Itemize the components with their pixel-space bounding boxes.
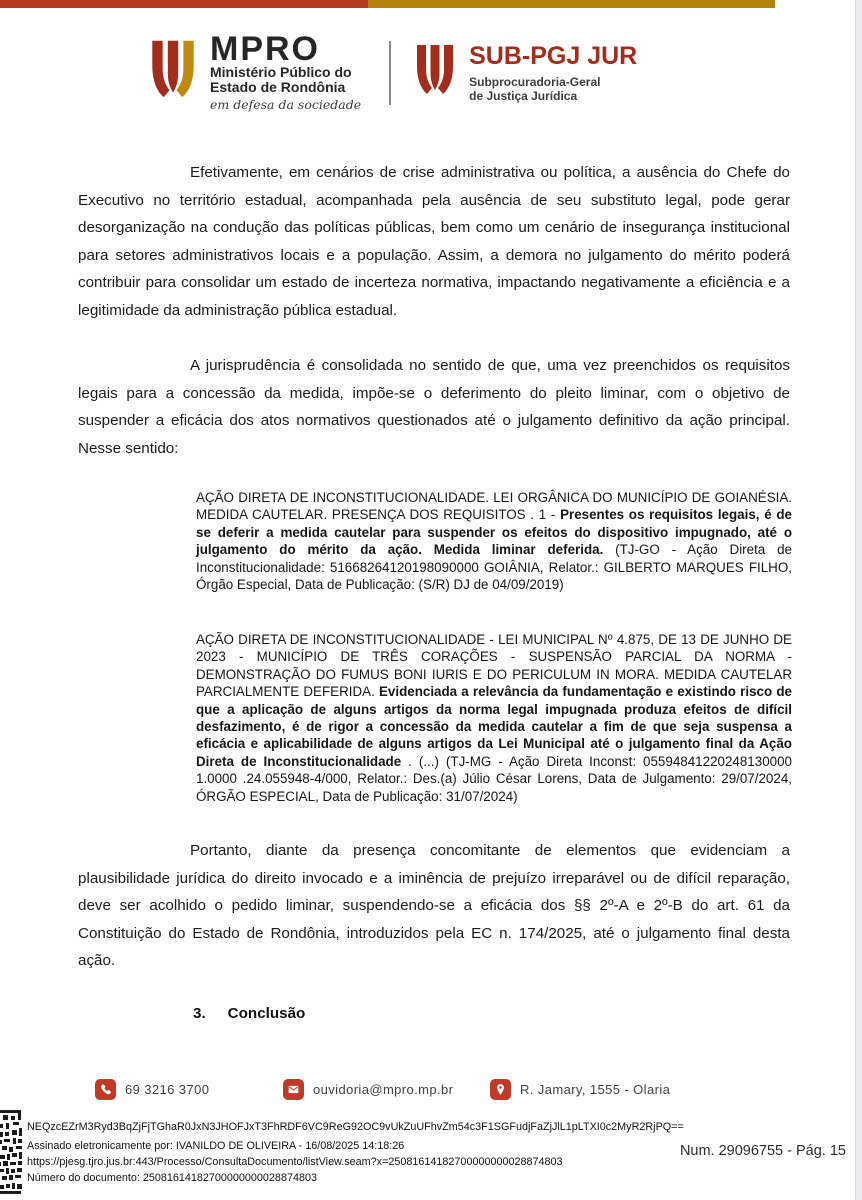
subpgj-shield-icon: [415, 44, 455, 102]
envelope-icon: [283, 1079, 304, 1100]
subpgj-acronym: SUB-PGJ JUR: [469, 41, 638, 70]
footer-address-label: R. Jamary, 1555 - Olaria: [520, 1082, 671, 1097]
subpgj-name-line2: de Justiça Jurídica: [469, 88, 578, 103]
qr-code: [0, 1108, 23, 1196]
footer-phone: [95, 1079, 209, 1100]
logo-divider: [389, 41, 391, 105]
paragraph-3: Portanto, diante da presença concomitante de elementos que evidenciam a plausibilidade jurídica do direito invocado e a iminência de prejuízo irreparável ou de difícil reparação, deve ser acolhido o pedido liminar, suspendendo-se a eficácia dos §§ 2º-A e 2º-B do art. 61 da Constituição do Estado de Rondônia, introduzidos pela EC n. 174/2025, até o julgamento final desta ação.: [78, 842, 790, 970]
footer-email: [283, 1079, 453, 1100]
mpro-tagline: em defesa da sociedade: [210, 97, 362, 112]
footer-address: [490, 1079, 670, 1100]
mpro-logo-text: [210, 30, 362, 112]
top-bar-red-segment: [0, 0, 368, 8]
section-heading: [193, 1005, 305, 1022]
window-right-edge: [855, 0, 862, 1200]
signature-hash: NEQzcEZrM3Ryd3BqZjFjTGhaR0JxN3JHOFJxT3FhRDF6VC9ReG92OC9vUkZuUFhvZm54c3F1SGFudjFaZjJlL1pLTXI0c2MyR2RjPQ==: [27, 1121, 684, 1133]
subpgj-logo: [415, 43, 637, 103]
signed-by-line: Assinado eletronicamente por: IVANILDO DE OLIVEIRA - 16/08/2025 14:18:26: [27, 1140, 405, 1152]
phone-icon: [95, 1079, 116, 1100]
paragraph-1: Efetivamente, em cenários de crise administrativa ou política, a ausência do Chefe do Executivo no território estadual, acompanhada pela ausência de seu substituto legal, pode gerar desorganização na condução das políticas públicas, bem como um cenário de insegurança institucional para setores administrativos locais e a população. Assim, a demora no julgamento do mérito poderá contribuir para consolidar um estado de incerteza normativa, impactando negativamente a eficiência e a legitimidade da administração pública estadual.: [78, 164, 790, 319]
section-title: Conclusão: [227, 1005, 306, 1022]
paragraph-2: A jurisprudência é consolidada no sentido de que, uma vez preenchidos os requisitos legais para a concessão da medida, impõe-se o deferimento do pleito liminar, com o objetivo de suspender a eficácia dos atos normativos questionados até o julgamento definitivo da ação principal. Nesse sentido:: [78, 357, 790, 457]
citation-block-2: AÇÃO DIRETA DE INCONSTITUCIONALIDADE - LEI MUNICIPAL Nº 4.875, DE 13 DE JUNHO DE 2023 - MUNICÍPIO DE TRÊS CORAÇÕES - SUSPENSÃO PARCIAL DA NORMA - DEMONSTRAÇÃO DO FUMUS BONI IURIS E DO PERICULUM IN MORA. MEDIDA CAUTELAR PARCIALMENTE DEFERIDA. Evidenciada a relevância da fundamentação e existindo risco de que a aplicação de alguns artigos da norma legal impugnada produza efeitos de difícil desfazimento, é de rigor a concessão da medida cautelar a fim de que seja suspensa a eficácia e aplicabilidade de alguns artigos da Lei Municipal até o julgamento final da Ação Direta de Inconstitucionalidade . (...) (TJ-MG - Ação Direta Inconst: 05594841220248130000 1.0000 .24.055948-4/000, Relator.: Des.(a) Júlio César Lorens, Data de Julgamento: 29/07/2024, ÓRGÃO ESPECIAL, Data de Publicação: 31/07/2024): [196, 632, 792, 804]
signature-block: [27, 1119, 687, 1186]
subpgj-name-line1: Subprocuradoria-Geral: [469, 74, 601, 89]
letterhead: [150, 30, 638, 112]
footer-phone-label: 69 3216 3700: [125, 1082, 210, 1097]
document-url: https://pjesg.tjro.jus.br:443/Processo/ConsultaDocumento/listView.seam?x=25081614182700000000028874803: [27, 1156, 563, 1168]
citation-block-1: AÇÃO DIRETA DE INCONSTITUCIONALIDADE. LEI ORGÂNICA DO MUNICÍPIO DE GOIANÉSIA. MEDIDA CAUTELAR. PRESENÇA DOS REQUISITOS . 1 - Presentes os requisitos legais, é de se deferir a medida cautelar para suspender os efeitos do dispositivo impugnado, até o julgamento do mérito da ação. Medida liminar deferida. (TJ-GO - Ação Direta de Inconstitucionalidade: 51668264120198090000 GOIÂNIA, Relator.: GILBERTO MARQUES FILHO, Órgão Especial, Data de Publicação: (S/R) DJ de 04/09/2019): [196, 490, 793, 593]
mpro-shield-icon: [150, 40, 196, 106]
section-number: 3.: [193, 1005, 206, 1022]
top-accent-bar: [0, 0, 862, 8]
footer-email-label: ouvidoria@mpro.mp.br: [313, 1082, 454, 1097]
map-pin-icon: [490, 1079, 511, 1100]
mpro-name-line2: Estado de Rondônia: [210, 79, 346, 95]
mpro-acronym: MPRO: [210, 30, 320, 68]
document-number-line: Número do documento: 25081614182700000000028874803: [27, 1172, 317, 1184]
top-bar-gold-segment: [368, 0, 775, 8]
mpro-logo: [150, 30, 362, 112]
subpgj-logo-text: [469, 43, 637, 103]
page-number-label: Num. 29096755 - Pág. 15: [679, 1143, 846, 1159]
mpro-name-line1: Ministério Público do: [210, 64, 352, 80]
